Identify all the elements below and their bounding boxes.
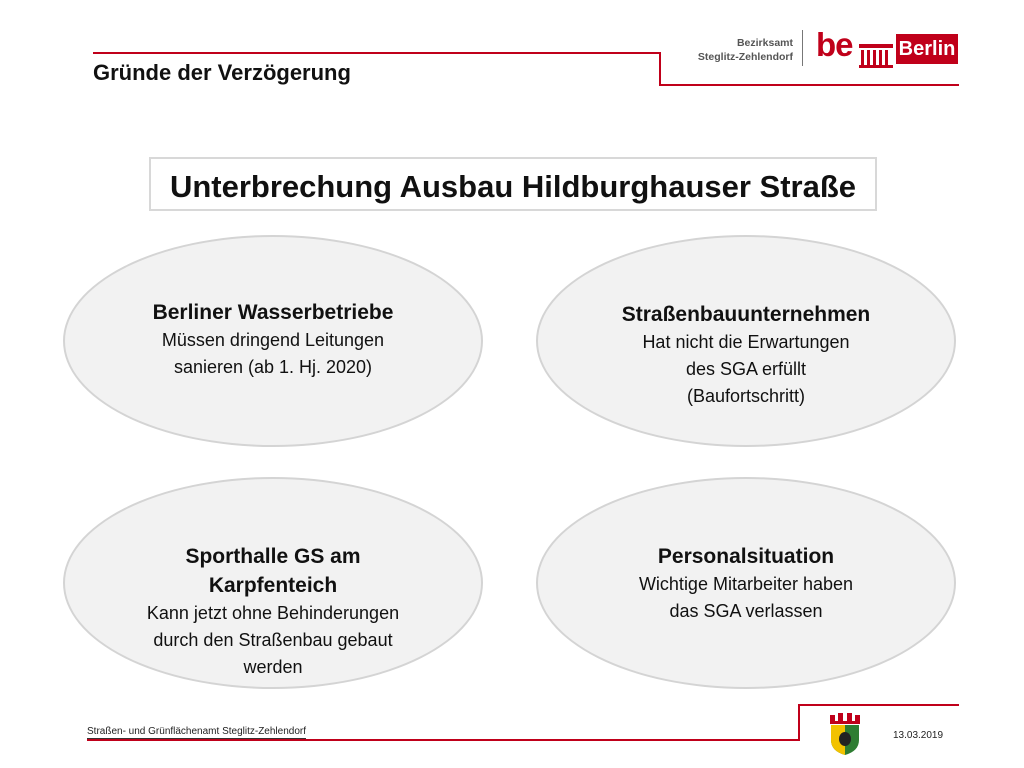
reason-body-line: durch den Straßenbau gebaut: [153, 630, 393, 650]
logo-divider: [802, 30, 803, 66]
reason-body-line: Kann jetzt ohne Behinderungen: [146, 603, 400, 623]
page-title: Gründe der Verzögerung: [93, 60, 351, 85]
reason-body-line: des SGA erfüllt: [685, 359, 807, 379]
reason-text-4: [566, 542, 926, 625]
office-name-line2: Steglitz-Zehlendorf: [697, 51, 793, 63]
reason-text-2: [566, 300, 926, 410]
reason-text-1: [93, 298, 453, 381]
reason-text-3: [93, 542, 453, 681]
reason-title: Personalsituation: [657, 545, 835, 568]
reason-body-line: Wichtige Mitarbeiter haben: [638, 574, 854, 594]
main-title: Unterbrechung Ausbau Hildburghauser Straße: [169, 169, 857, 204]
reason-body-line: (Baufortschritt): [686, 386, 806, 406]
reason-body-line: das SGA verlassen: [669, 601, 823, 621]
logo-berlin-box: Berlin: [896, 34, 958, 64]
reason-title: Straßenbauunternehmen: [621, 303, 871, 326]
reason-body-line: werden: [243, 657, 303, 677]
reason-body-line: Hat nicht die Erwartungen: [642, 332, 850, 352]
office-name-line1: Bezirksamt: [736, 37, 793, 49]
reason-body-line: Müssen dringend Leitungen: [161, 330, 385, 350]
logo-be-text: be: [816, 26, 853, 63]
footer-rule-vertical: [798, 704, 800, 741]
berlin-bear-logo-icon: [858, 42, 894, 68]
header-rule-vertical: [659, 52, 661, 86]
header-rule-right: [659, 84, 959, 86]
reason-body-line: sanieren (ab 1. Hj. 2020): [173, 357, 373, 377]
office-name: [695, 36, 793, 64]
header-rule-left: [93, 52, 659, 54]
reason-title: Berliner Wasserbetriebe: [152, 301, 394, 324]
coat-of-arms-icon: [828, 712, 862, 756]
footer-date: 13.03.2019: [893, 730, 944, 741]
reason-title: Sporthalle GS am Karpfenteich: [185, 545, 361, 597]
footer-rule-left: [87, 739, 800, 741]
footer-department: Straßen- und Grünflächenamt Steglitz-Zehlendorf: [87, 726, 306, 737]
footer-rule-right: [798, 704, 959, 706]
